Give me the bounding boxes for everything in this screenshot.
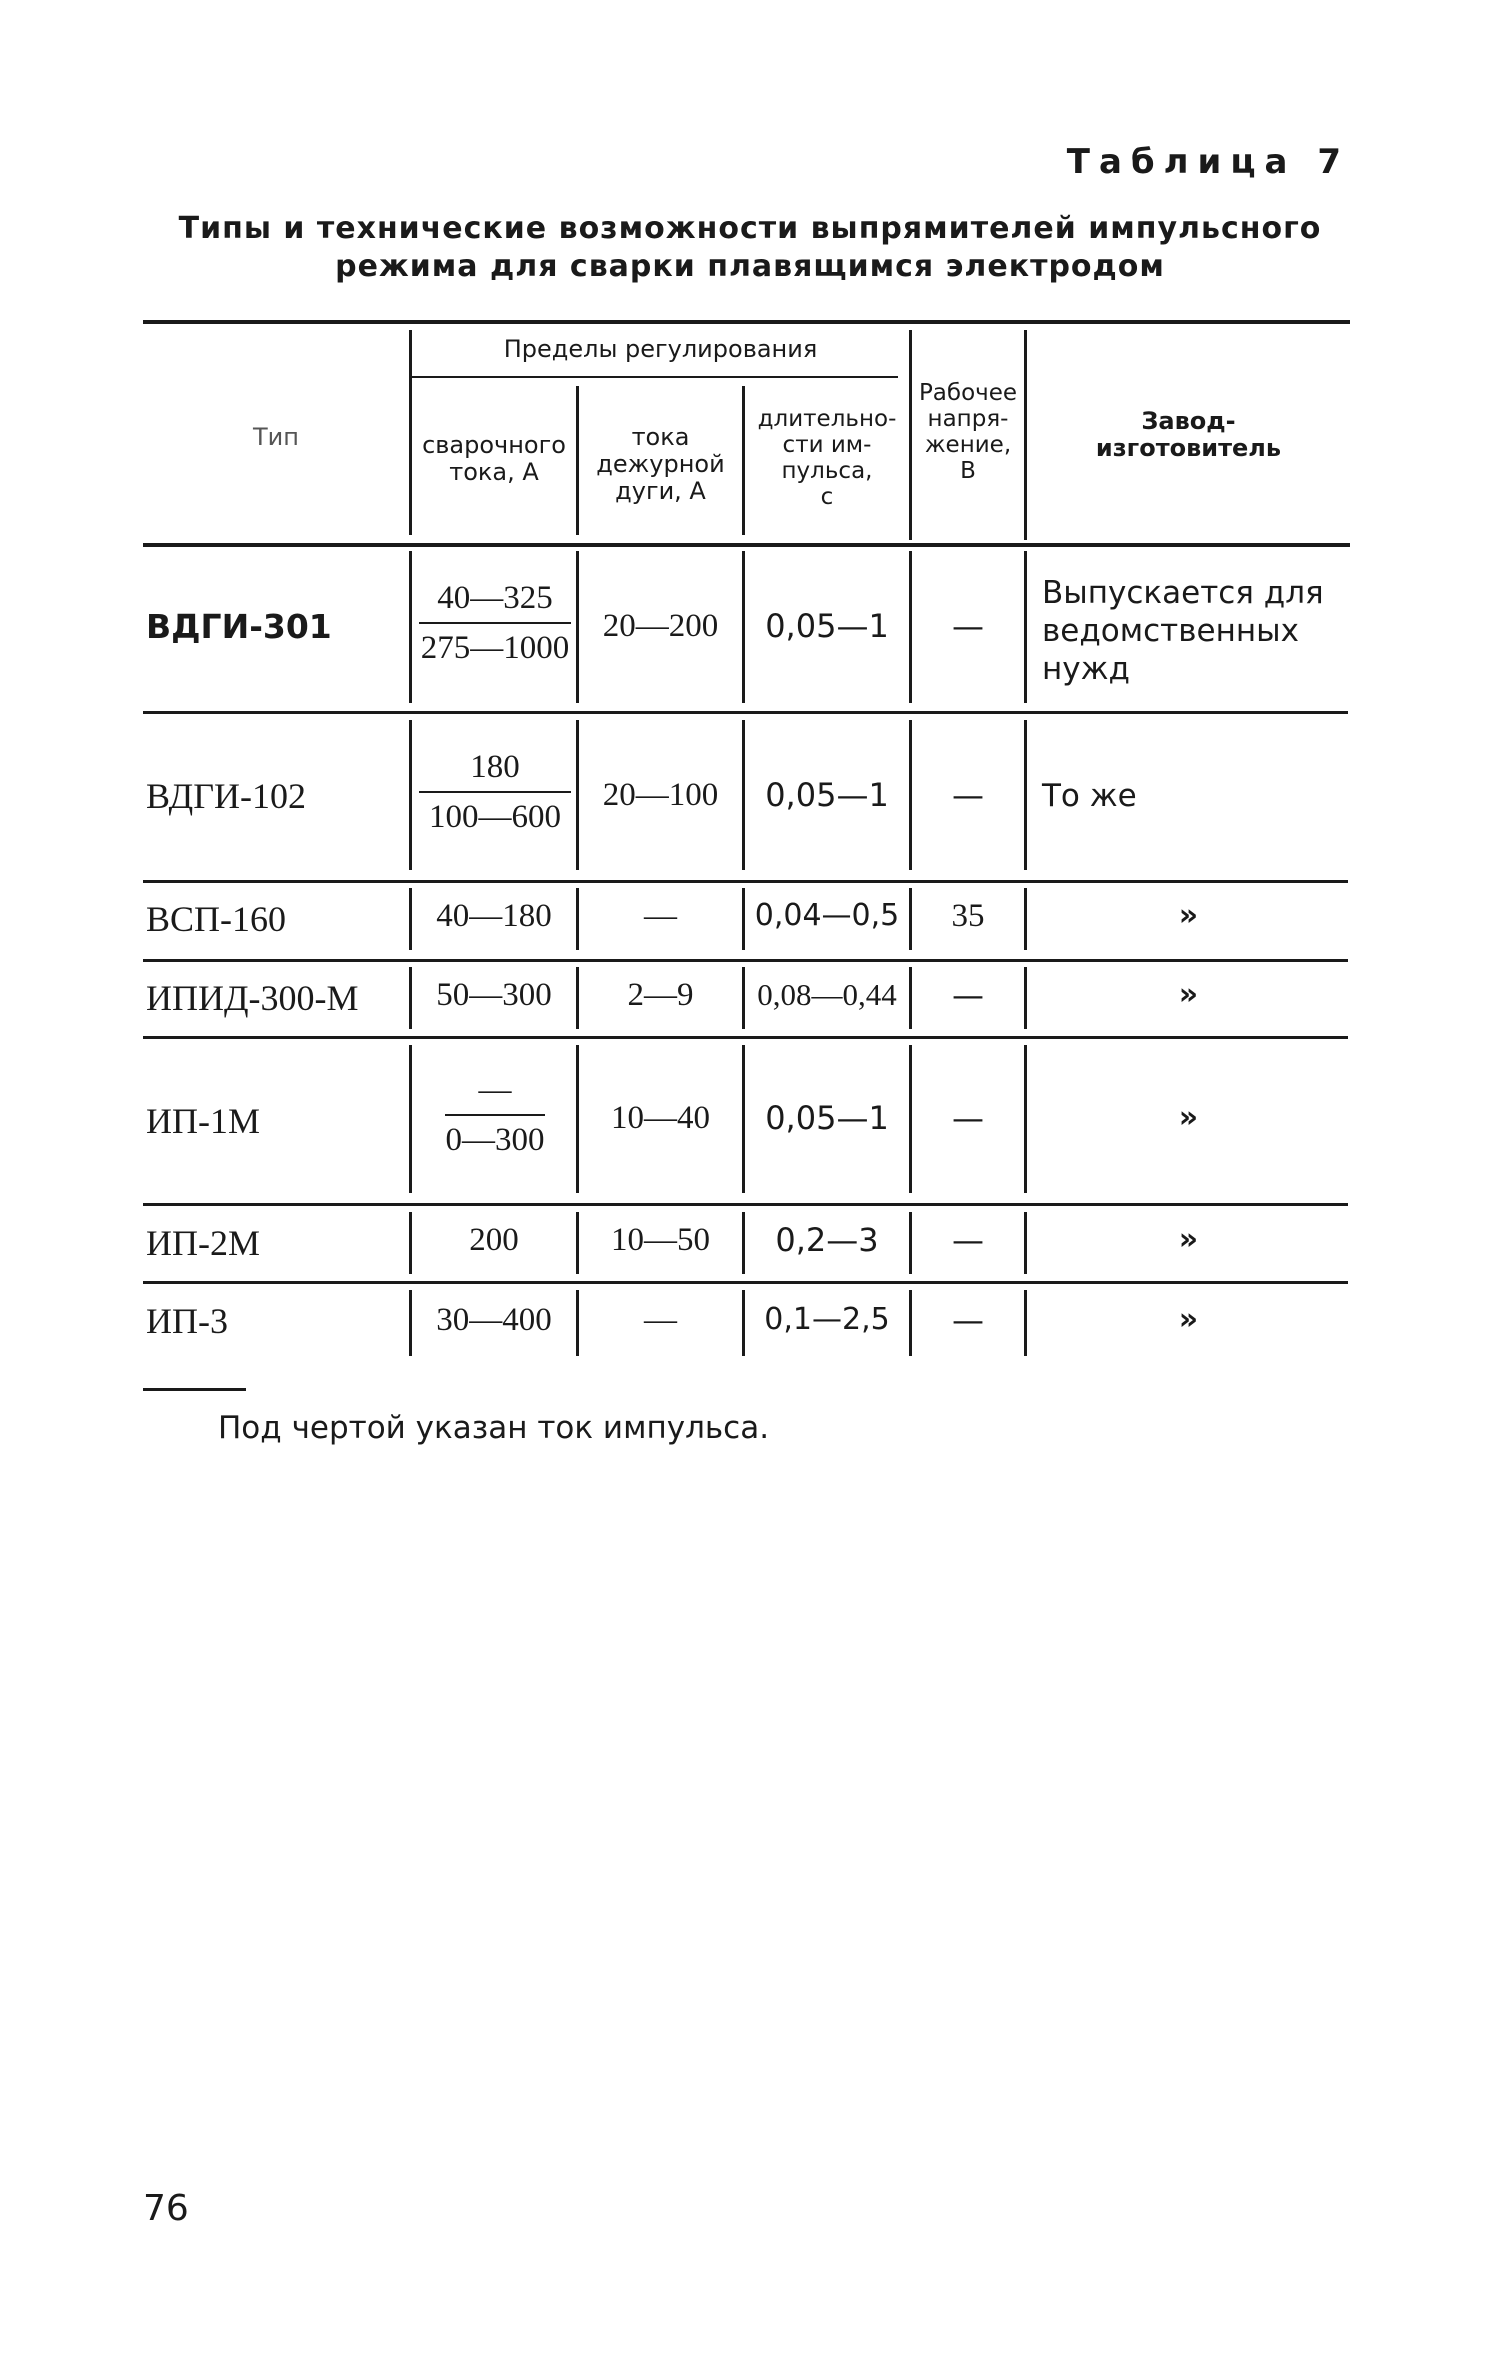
- fraction-bottom: 275—1000: [420, 630, 570, 666]
- fraction-top: 180: [470, 749, 520, 785]
- fraction-bottom: 100—600: [429, 799, 561, 835]
- voltage-value: —: [952, 976, 984, 1014]
- footnote: Под чертой указан ток импульса.: [218, 1410, 770, 1446]
- row-type: ИП-3: [146, 1301, 228, 1341]
- header-line: изготовитель: [1095, 434, 1282, 462]
- header-welding-current: [412, 432, 576, 486]
- pilot-arc-value: —: [644, 1302, 677, 1338]
- table-label: Таблица 7: [1066, 142, 1350, 182]
- pulse-duration-value: 0,2—3: [775, 1221, 879, 1259]
- manufacturer-ditto: »: [1178, 977, 1199, 1012]
- header-pulse-duration: [745, 406, 909, 510]
- voltage-value: —: [952, 776, 984, 814]
- fraction-bar: [445, 1114, 545, 1116]
- col-divider: [1024, 551, 1027, 703]
- voltage-value: —: [952, 607, 984, 645]
- header-type: Тип: [253, 423, 299, 451]
- title-line-2: режима для сварки плавящимся электродом: [335, 249, 1165, 284]
- fraction-bar: [419, 622, 571, 624]
- row-type: ВДГИ-301: [146, 607, 332, 646]
- pilot-arc-value: 20—100: [602, 777, 719, 813]
- pulse-duration-value: 0,04—0,5: [754, 898, 900, 933]
- header-working-voltage: [912, 380, 1024, 484]
- fraction-top: —: [478, 1072, 512, 1108]
- fraction-top: 40—325: [437, 580, 553, 616]
- header-manufacturer: [1027, 408, 1350, 462]
- voltage-value: —: [952, 1221, 984, 1259]
- row-rule-2: [143, 880, 1348, 883]
- manufacturer-ditto: »: [1178, 1222, 1199, 1257]
- row-rule-6: [143, 1281, 1348, 1284]
- header-line: пульса,: [781, 458, 873, 484]
- header-line: Завод-: [1141, 407, 1236, 435]
- pilot-arc-value: 10—50: [611, 1222, 710, 1258]
- welding-current-fraction: [411, 747, 579, 837]
- welding-current-fraction: [411, 578, 579, 668]
- header-line: тока: [631, 423, 690, 451]
- footnote-rule: [143, 1388, 246, 1391]
- header-line: тока, А: [449, 458, 539, 486]
- row-rule-4: [143, 1036, 1348, 1039]
- page-number: 76: [143, 2188, 189, 2229]
- pulse-duration-value: 0,1—2,5: [764, 1302, 890, 1337]
- row-type: ВДГИ-102: [146, 776, 306, 816]
- pilot-arc-value: 2—9: [627, 977, 694, 1013]
- header-line: дежурной: [596, 450, 725, 478]
- header-bottom-rule: [143, 543, 1350, 547]
- group-header-rule: [412, 376, 898, 378]
- voltage-value: —: [952, 1099, 984, 1137]
- row-type: ИПИД-300-М: [146, 978, 359, 1018]
- header-group: Пределы регулирования: [503, 335, 818, 363]
- header-line: сварочного: [422, 431, 566, 459]
- fraction-bottom: 0—300: [445, 1122, 545, 1158]
- welding-current-value: 40—180: [436, 898, 552, 934]
- row-rule-5: [143, 1203, 1348, 1206]
- row-rule-1: [143, 711, 1348, 714]
- manufacturer-ditto: »: [1178, 1100, 1199, 1135]
- header-line: сти им-: [782, 432, 872, 458]
- pulse-duration-value: 0,05—1: [765, 1099, 889, 1137]
- header-line: Рабочее: [918, 380, 1018, 406]
- voltage-value: —: [952, 1301, 984, 1339]
- header-line: В: [960, 458, 976, 484]
- row-type: ИП-1М: [146, 1101, 260, 1141]
- welding-current-value: 200: [469, 1222, 519, 1258]
- manufacturer-value: [1042, 574, 1324, 688]
- col-divider: [1024, 720, 1027, 870]
- header-line: длительно-: [757, 406, 897, 432]
- table-title: [140, 210, 1360, 286]
- welding-current-fraction: [411, 1070, 579, 1160]
- manufacturer-ditto: »: [1178, 898, 1199, 933]
- pilot-arc-value: —: [644, 898, 677, 934]
- maker-line: нужд: [1042, 651, 1130, 687]
- row-type: ИП-2М: [146, 1223, 260, 1263]
- table-top-rule: [143, 320, 1350, 324]
- header-pilot-arc-current: [579, 424, 742, 505]
- maker-line: То же: [1042, 778, 1137, 814]
- header-line: с: [820, 484, 834, 510]
- header-line: жение,: [924, 432, 1012, 458]
- title-line-1: Типы и технические возможности выпрямителей импульсного: [178, 211, 1322, 246]
- pulse-duration-value: 0,05—1: [765, 607, 889, 645]
- row-rule-3: [143, 959, 1348, 962]
- welding-current-value: 30—400: [436, 1302, 552, 1338]
- row-type: ВСП-160: [146, 899, 287, 939]
- maker-line: Выпускается для: [1042, 575, 1324, 611]
- maker-line: ведомственных: [1042, 613, 1299, 649]
- fraction-bar: [419, 791, 571, 793]
- voltage-value: 35: [951, 898, 985, 934]
- pilot-arc-value: 10—40: [611, 1100, 710, 1136]
- pilot-arc-value: 20—200: [602, 608, 719, 644]
- manufacturer-value: [1042, 777, 1137, 815]
- welding-current-value: 50—300: [436, 977, 552, 1013]
- manufacturer-ditto: »: [1178, 1302, 1199, 1337]
- pulse-duration-value: 0,05—1: [765, 776, 889, 814]
- pulse-duration-value: 0,08—0,44: [757, 977, 897, 1012]
- header-line: напря-: [927, 406, 1009, 432]
- header-line: дуги, А: [615, 477, 706, 505]
